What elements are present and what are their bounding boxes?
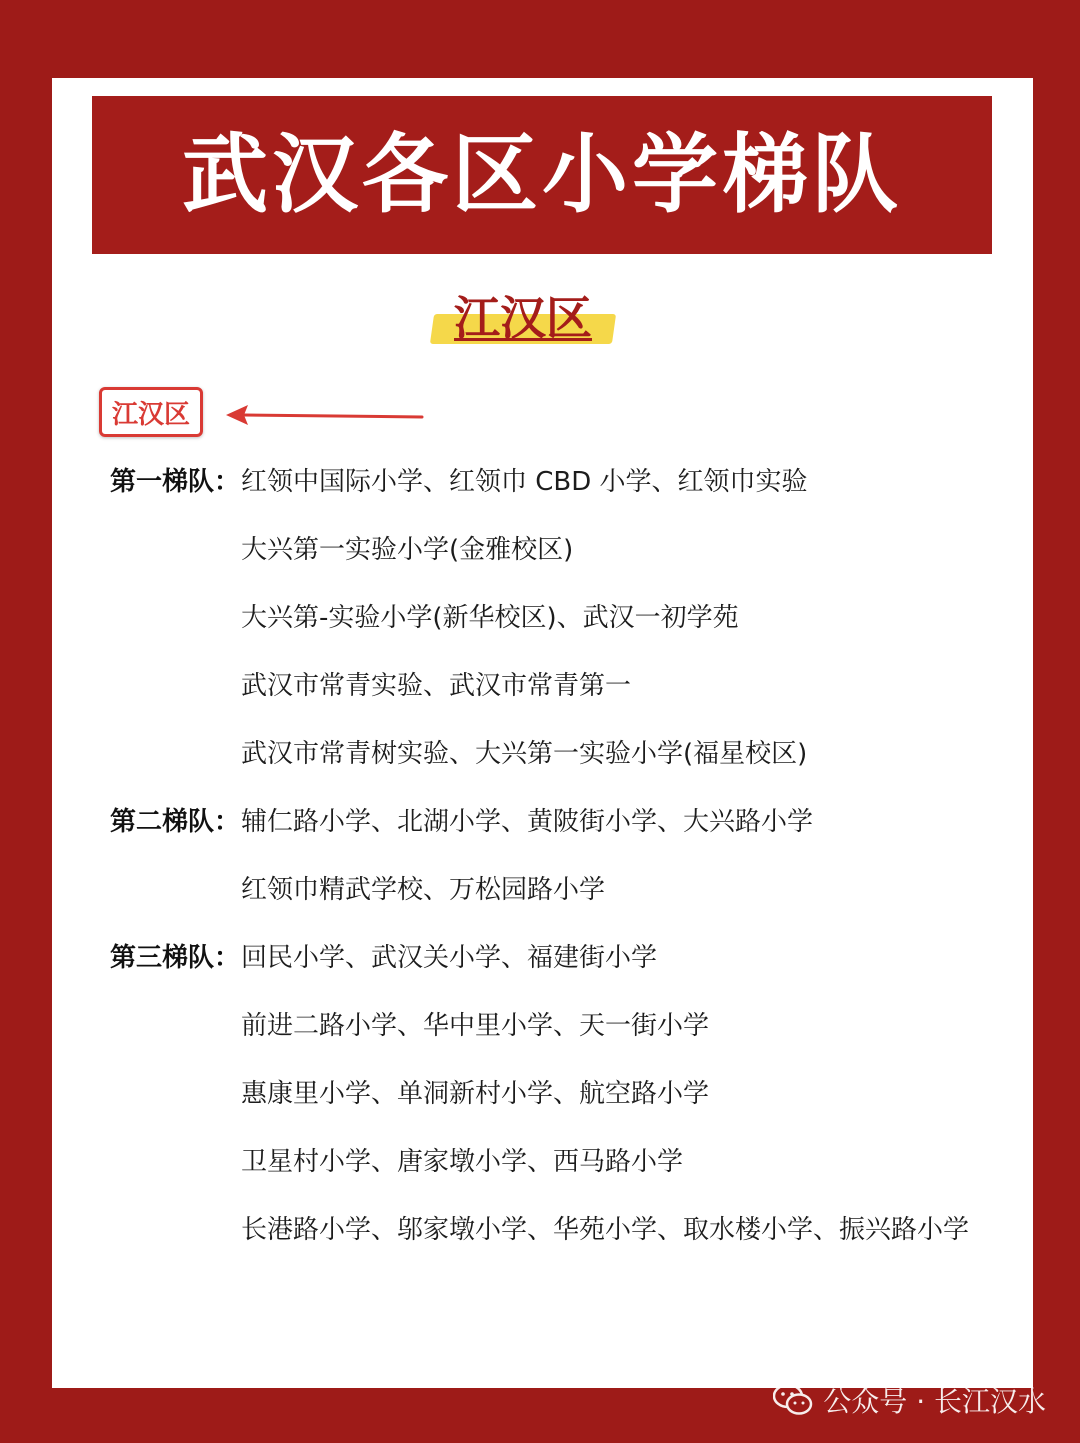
- tier-2: [110, 788, 1010, 924]
- tier-1: [110, 448, 1010, 788]
- school-line: 惠康里小学、单洞新村小学、航空路小学: [241, 1079, 710, 1109]
- school-line: 红领巾精武学校、万松园路小学: [241, 875, 606, 905]
- arrow-left-icon: [224, 402, 424, 428]
- watermark-text: 公众号 · 长江汉水: [823, 1385, 1046, 1418]
- content-card: [52, 78, 1033, 1388]
- list-item: [110, 584, 1010, 652]
- district-heading: [432, 278, 614, 354]
- school-line: 大兴第一实验小学(金雅校区): [241, 535, 574, 565]
- list-item: [110, 720, 1010, 788]
- list-item: [110, 1060, 1010, 1128]
- list-item: [110, 1128, 1010, 1196]
- title-banner: [92, 96, 992, 254]
- watermark: [773, 1378, 1046, 1422]
- district-heading-text: 江汉区: [454, 291, 592, 345]
- school-line: 武汉市常青树实验、大兴第一实验小学(福星校区): [241, 739, 808, 769]
- tier-label: 第三梯队：: [110, 943, 241, 973]
- tier-3: [110, 924, 1010, 1264]
- list-item: [110, 516, 1010, 584]
- district-tag: 江汉区: [99, 387, 203, 437]
- tier-list: [110, 448, 1010, 1264]
- school-line: 卫星村小学、唐家墩小学、西马路小学: [241, 1147, 684, 1177]
- list-item: [110, 992, 1010, 1060]
- list-item: [110, 788, 1010, 856]
- school-line: 长港路小学、邬家墩小学、华苑小学、取水楼小学、振兴路小学: [241, 1215, 970, 1245]
- page-title: 武汉各区小学梯队: [182, 125, 902, 225]
- tier-label: 第二梯队：: [110, 807, 241, 837]
- list-item: [110, 924, 1010, 992]
- school-line: 大兴第-实验小学(新华校区)、武汉一初学苑: [241, 603, 739, 633]
- school-line: 前进二路小学、华中里小学、天一街小学: [241, 1011, 710, 1041]
- tier-label: 第一梯队：: [110, 467, 241, 497]
- list-item: [110, 652, 1010, 720]
- list-item: [110, 448, 1010, 516]
- school-line: 武汉市常青实验、武汉市常青第一: [241, 671, 632, 701]
- school-line: 红领中国际小学、红领巾 CBD 小学、红领巾实验: [241, 467, 808, 497]
- school-line: 辅仁路小学、北湖小学、黄陂街小学、大兴路小学: [241, 807, 814, 837]
- school-line: 回民小学、武汉关小学、福建街小学: [241, 943, 658, 973]
- list-item: [110, 1196, 1010, 1264]
- wechat-icon: [773, 1383, 813, 1417]
- list-item: [110, 856, 1010, 924]
